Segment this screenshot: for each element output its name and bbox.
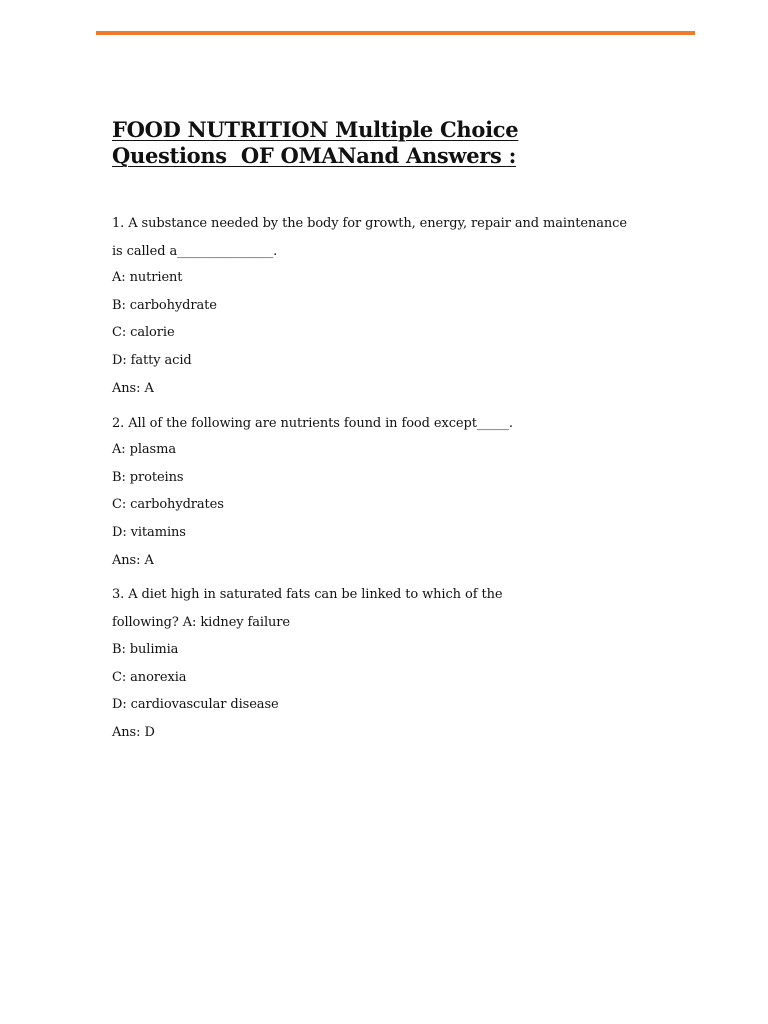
question-1-option-d: D: fatty acid	[112, 353, 192, 368]
question-3-option-b: B: bulimia	[112, 642, 179, 657]
header-accent-rule	[96, 31, 695, 35]
question-1-answer: Ans: A	[112, 381, 154, 396]
question-2-option-c: C: carbohydrates	[112, 497, 224, 512]
question-2-option-a: A: plasma	[112, 442, 176, 457]
question-1-text-line-1: 1. A substance needed by the body for growth, energy, repair and maintenance	[112, 216, 627, 231]
document-title	[112, 117, 672, 169]
question-1-option-b: B: carbohydrate	[112, 298, 217, 313]
question-2-answer: Ans: A	[112, 553, 154, 568]
question-2-option-b: B: proteins	[112, 470, 184, 485]
question-3-option-d: D: cardiovascular disease	[112, 697, 279, 712]
question-2-option-d: D: vitamins	[112, 525, 186, 540]
question-3-option-c: C: anorexia	[112, 670, 187, 685]
question-1-option-c: C: calorie	[112, 325, 175, 340]
document-title-line-2: Questions OF OMANand Answers :	[112, 143, 517, 168]
document-title-line-1: FOOD NUTRITION Multiple Choice	[112, 117, 519, 142]
question-1-option-a: A: nutrient	[112, 270, 183, 285]
question-3-text-line-2: following? A: kidney failure	[112, 615, 291, 630]
question-2-text-line-1: 2. All of the following are nutrients found in food except_____.	[112, 416, 513, 431]
question-3-text-line-1: 3. A diet high in saturated fats can be linked to which of the	[112, 587, 503, 602]
question-1-text-line-2: is called a_______________.	[112, 244, 278, 259]
question-3-answer: Ans: D	[112, 725, 155, 740]
